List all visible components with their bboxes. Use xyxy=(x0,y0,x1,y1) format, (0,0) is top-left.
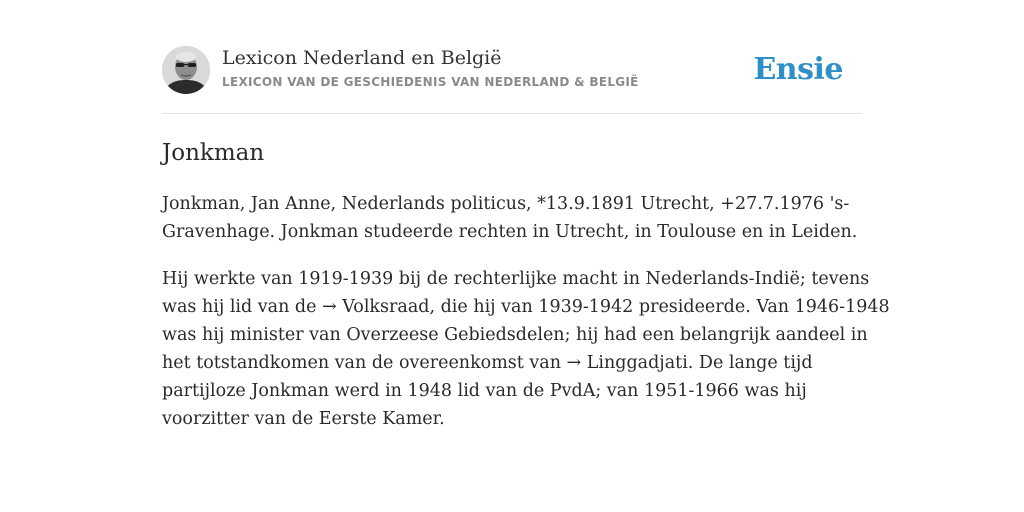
paragraph-2-line: partijloze Jonkman werd in 1948 lid van de PvdA; van 1951-1966 was hij xyxy=(162,381,807,401)
paragraph-1-line: Jonkman, Jan Anne, Nederlands politicus, *13.9.1891 Utrecht, +27.7.1976 's- xyxy=(162,194,850,214)
text-segment: het totstandkomen van de overeenkomst van xyxy=(162,353,567,373)
text-segment: , die hij van 1939-1942 presideerde. Van 1946-1948 xyxy=(429,297,890,317)
entry-paragraph-1 xyxy=(162,190,867,246)
lexicon-header xyxy=(162,46,862,96)
ensie-logo-link[interactable]: Ensie xyxy=(753,52,843,87)
lexicon-avatar[interactable] xyxy=(162,46,210,94)
text-segment: was hij lid van de xyxy=(162,297,323,317)
paragraph-2-line xyxy=(162,293,890,321)
portrait-image xyxy=(162,46,210,94)
entry-title: Jonkman xyxy=(162,140,265,166)
link-linggadjati[interactable]: → Linggadjati xyxy=(566,353,688,373)
paragraph-2-line: Hij werkte van 1919-1939 bij de rechterlijke macht in Nederlands-Indië; tevens xyxy=(162,269,870,289)
text-segment: . De lange tijd xyxy=(687,353,813,373)
paragraph-2-line: voorzitter van de Eerste Kamer. xyxy=(162,409,445,429)
link-volksraad[interactable]: → Volksraad xyxy=(322,297,430,317)
paragraph-1-line: Gravenhage. Jonkman studeerde rechten in Utrecht, in Toulouse en in Leiden. xyxy=(162,222,858,242)
paragraph-2-line: was hij minister van Overzeese Gebiedsdelen; hij had een belangrijk aandeel in xyxy=(162,325,868,345)
lexicon-name[interactable]: Lexicon Nederland en België xyxy=(222,47,502,69)
entry-paragraph-2 xyxy=(162,265,890,433)
header-divider xyxy=(162,113,862,114)
paragraph-2-line xyxy=(162,349,867,377)
lexicon-subtitle: LEXICON VAN DE GESCHIEDENIS VAN NEDERLAND & BELGIË xyxy=(222,75,639,89)
